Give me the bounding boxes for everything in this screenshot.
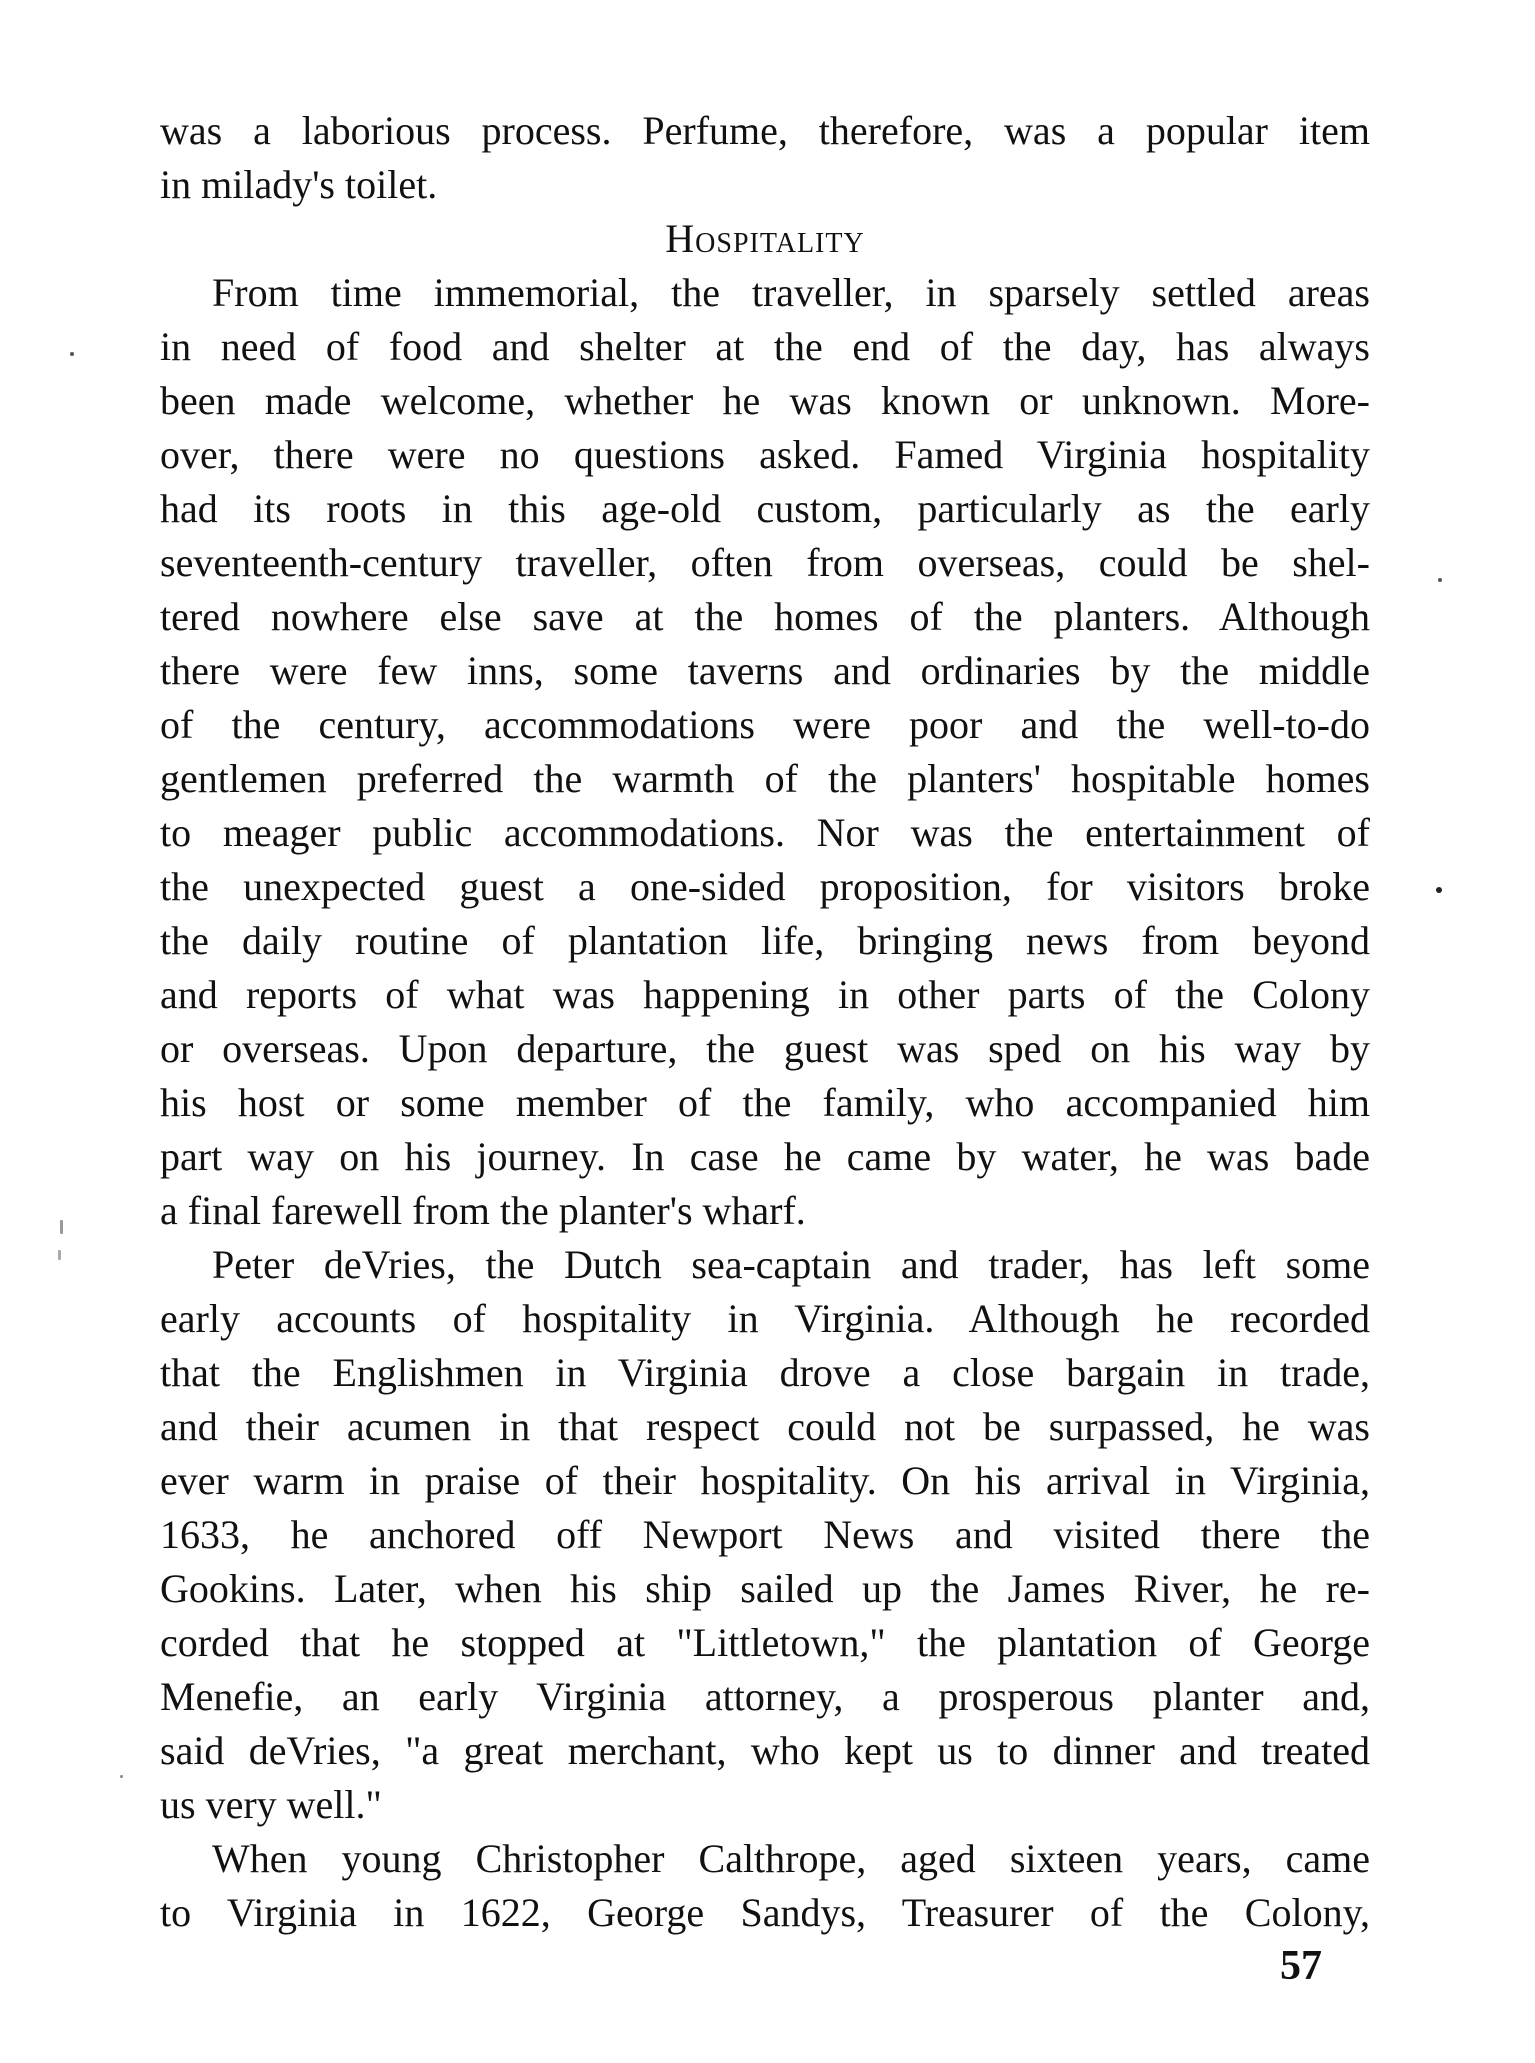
text-line: seventeenth-century traveller, often from overseas, could be shel-	[160, 540, 1370, 585]
text-line: to meager public accommodations. Nor was the entertainment of	[160, 810, 1370, 855]
text-line: there were few inns, some taverns and ordinaries by the middle	[160, 648, 1370, 693]
text-line: or overseas. Upon departure, the guest was sped on his way by	[160, 1026, 1370, 1071]
text-line: the unexpected guest a one-sided proposition, for visitors broke	[160, 864, 1370, 909]
text-line: and reports of what was happening in other parts of the Colony	[160, 972, 1370, 1017]
text-line: Menefie, an early Virginia attorney, a prosperous planter and,	[160, 1674, 1370, 1719]
text-line: was a laborious process. Perfume, therefore, was a popular item	[160, 108, 1370, 153]
paragraph-hospitality	[160, 266, 1370, 1238]
page-number: 57	[1280, 1943, 1322, 1989]
text-line: in milady's toilet.	[160, 162, 438, 207]
scan-speck	[58, 1250, 61, 1260]
scan-speck	[1436, 887, 1442, 893]
text-line: to Virginia in 1622, George Sandys, Treasurer of the Colony,	[160, 1890, 1370, 1935]
paragraph-devries	[160, 1238, 1370, 1832]
text-line: Gookins. Later, when his ship sailed up the James River, he re-	[160, 1566, 1370, 1611]
text-line: gentlemen preferred the warmth of the planters' hospitable homes	[160, 756, 1370, 801]
paragraph-calthrope	[160, 1832, 1370, 1940]
text-line: ever warm in praise of their hospitality. On his arrival in Virginia,	[160, 1458, 1370, 1503]
text-line: early accounts of hospitality in Virginia. Although he recorded	[160, 1296, 1370, 1341]
text-line: part way on his journey. In case he came by water, he was bade	[160, 1134, 1370, 1179]
text-line: said deVries, "a great merchant, who kept us to dinner and treated	[160, 1728, 1370, 1773]
text-line: been made welcome, whether he was known or unknown. More-	[160, 378, 1370, 423]
scan-speck	[60, 1220, 63, 1234]
text-line: that the Englishmen in Virginia drove a close bargain in trade,	[160, 1350, 1370, 1395]
text-line: a final farewell from the planter's wharf.	[160, 1188, 806, 1233]
text-line: and their acumen in that respect could not be surpassed, he was	[160, 1404, 1370, 1449]
text-line: corded that he stopped at "Littletown," the plantation of George	[160, 1620, 1370, 1665]
page-body	[160, 104, 1370, 1940]
text-line: us very well."	[160, 1782, 382, 1827]
text-line: the daily routine of plantation life, bringing news from beyond	[160, 918, 1370, 963]
text-line: From time immemorial, the traveller, in sparsely settled areas	[212, 270, 1370, 315]
text-line: Peter deVries, the Dutch sea-captain and trader, has left some	[212, 1242, 1370, 1287]
text-line: of the century, accommodations were poor and the well-to-do	[160, 702, 1370, 747]
text-line: When young Christopher Calthrope, aged sixteen years, came	[212, 1836, 1370, 1881]
text-line: had its roots in this age-old custom, particularly as the early	[160, 486, 1370, 531]
scan-speck	[1438, 578, 1442, 582]
text-line: his host or some member of the family, who accompanied him	[160, 1080, 1370, 1125]
section-heading: Hospitality	[665, 216, 865, 261]
scan-speck	[120, 1775, 123, 1778]
text-line: in need of food and shelter at the end of the day, has always	[160, 324, 1370, 369]
text-line: over, there were no questions asked. Famed Virginia hospitality	[160, 432, 1370, 477]
text-line: 1633, he anchored off Newport News and visited there the	[160, 1512, 1370, 1557]
scan-speck	[70, 352, 74, 356]
text-line: tered nowhere else save at the homes of the planters. Although	[160, 594, 1370, 639]
